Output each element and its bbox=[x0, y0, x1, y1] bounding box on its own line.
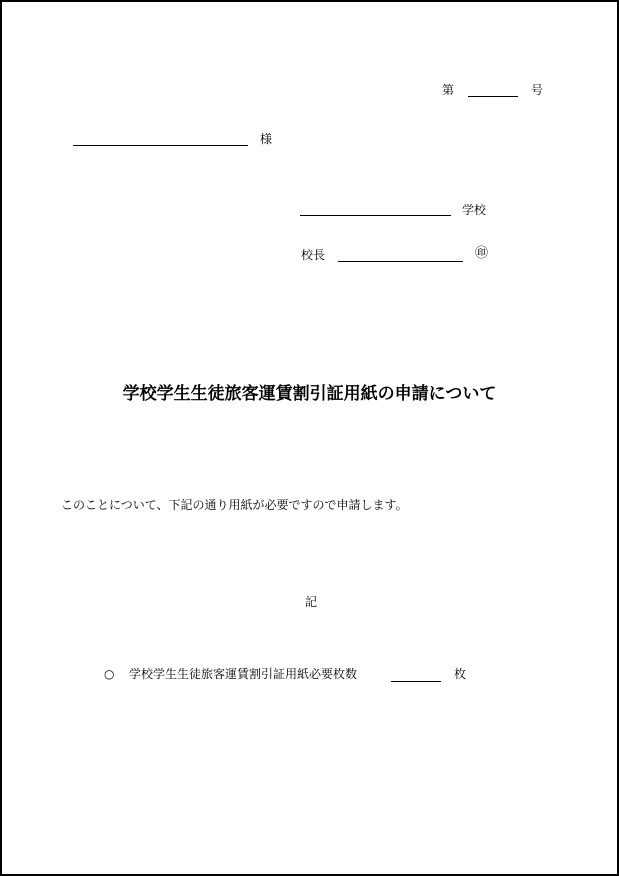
school-name-line bbox=[300, 215, 451, 216]
item-label: 学校学生生徒旅客運賃割引証用紙必要枚数 bbox=[129, 667, 358, 681]
document-number-line bbox=[468, 96, 518, 97]
seal-mark: ㊞ bbox=[475, 246, 489, 261]
addressee-line bbox=[73, 145, 248, 146]
school-suffix: 学校 bbox=[462, 203, 487, 217]
principal-label: 校長 bbox=[301, 248, 326, 262]
ki-heading: 記 bbox=[305, 595, 318, 609]
item-count-line bbox=[391, 681, 441, 682]
body-text: このことについて、下記の通り用紙が必要ですので申請します。 bbox=[61, 498, 408, 512]
principal-name-line bbox=[338, 261, 463, 262]
item-bullet: ○ bbox=[104, 667, 115, 681]
document-number-prefix: 第 bbox=[442, 83, 455, 97]
addressee-honorific: 様 bbox=[260, 132, 273, 146]
document-title: 学校学生生徒旅客運賃割引証用紙の申請について bbox=[122, 384, 497, 404]
document-number-suffix: 号 bbox=[531, 83, 544, 97]
item-unit: 枚 bbox=[454, 667, 467, 681]
